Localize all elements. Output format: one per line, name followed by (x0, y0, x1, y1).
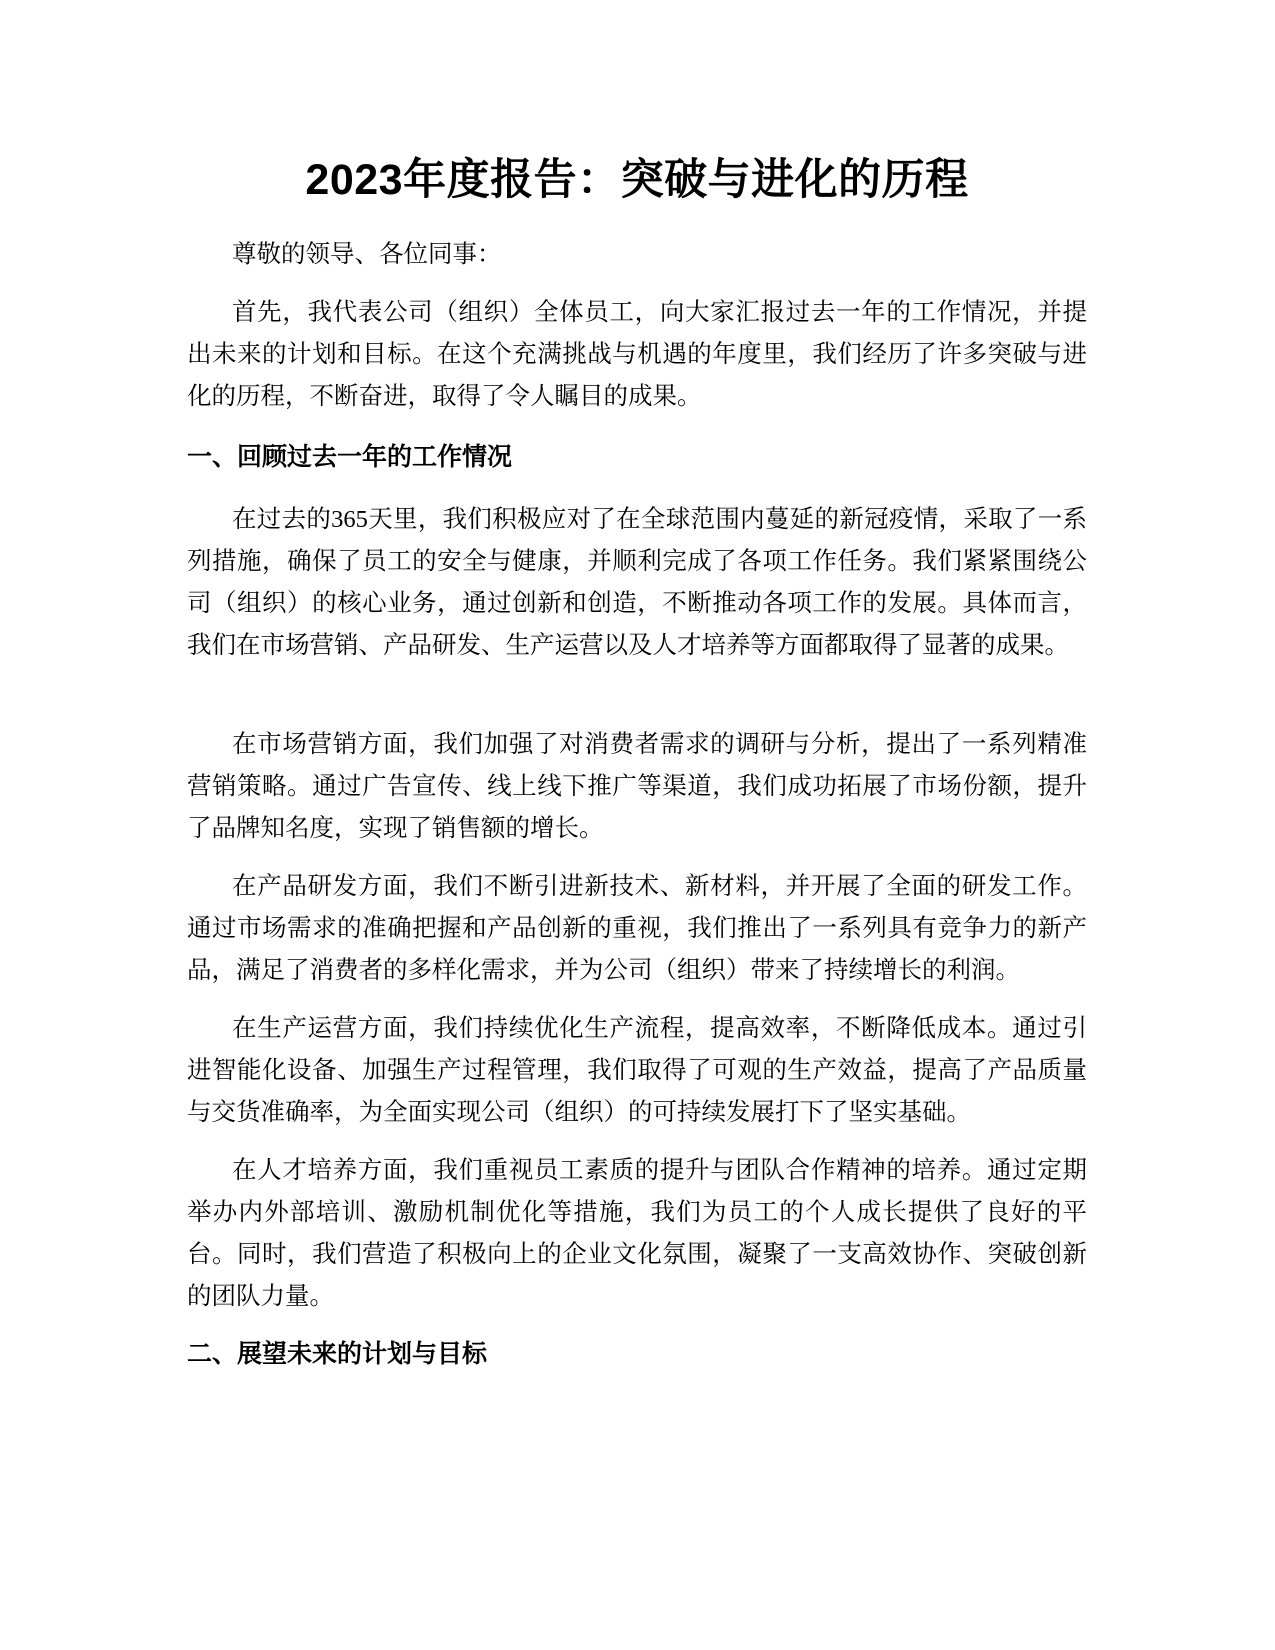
paragraph-operations: 在生产运营方面，我们持续优化生产流程，提高效率，不断降低成本。通过引进智能化设备、加强生产过程管理，我们取得了可观的生产效益，提高了产品质量与交货准确率，为全面实现公司（组织）的可持续发展打下了坚实基础。 (187, 1015, 1087, 1126)
intro-paragraph: 首先，我代表公司（组织）全体员工，向大家汇报过去一年的工作情况，并提出未来的计划和目标。在这个充满挑战与机遇的年度里，我们经历了许多突破与进化的历程，不断奋进，取得了令人瞩目的成果。 (187, 299, 1087, 410)
salutation: 尊敬的领导、各位同事： (232, 241, 502, 268)
paragraph-rnd: 在产品研发方面，我们不断引进新技术、新材料，并开展了全面的研发工作。通过市场需求的准确把握和产品创新的重视，我们推出了一系列具有竞争力的新产品，满足了消费者的多样化需求，并为公司（组织）带来了持续增长的利润。 (187, 873, 1087, 984)
section-heading-review: 一、回顾过去一年的工作情况 (187, 443, 513, 471)
paragraph-overview: 在过去的365天里，我们积极应对了在全球范围内蔓延的新冠疫情，采取了一系列措施，确保了员工的安全与健康，并顺利完成了各项工作任务。我们紧紧围绕公司（组织）的核心业务，通过创新和创造，不断推动各项工作的发展。具体而言，我们在市场营销、产品研发、生产运营以及人才培养等方面都取得了显著的成果。 (187, 506, 1087, 659)
document-title: 2023年度报告：突破与进化的历程 (305, 156, 969, 204)
section-heading-outlook: 二、展望未来的计划与目标 (187, 1340, 488, 1368)
paragraph-talent: 在人才培养方面，我们重视员工素质的提升与团队合作精神的培养。通过定期举办内外部培训、激励机制优化等措施，我们为员工的个人成长提供了良好的平台。同时，我们营造了积极向上的企业文化氛围，凝聚了一支高效协作、突破创新的团队力量。 (187, 1157, 1087, 1310)
paragraph-marketing: 在市场营销方面，我们加强了对消费者需求的调研与分析，提出了一系列精准营销策略。通过广告宣传、线上线下推广等渠道，我们成功拓展了市场份额，提升了品牌知名度，实现了销售额的增长。 (187, 731, 1087, 842)
